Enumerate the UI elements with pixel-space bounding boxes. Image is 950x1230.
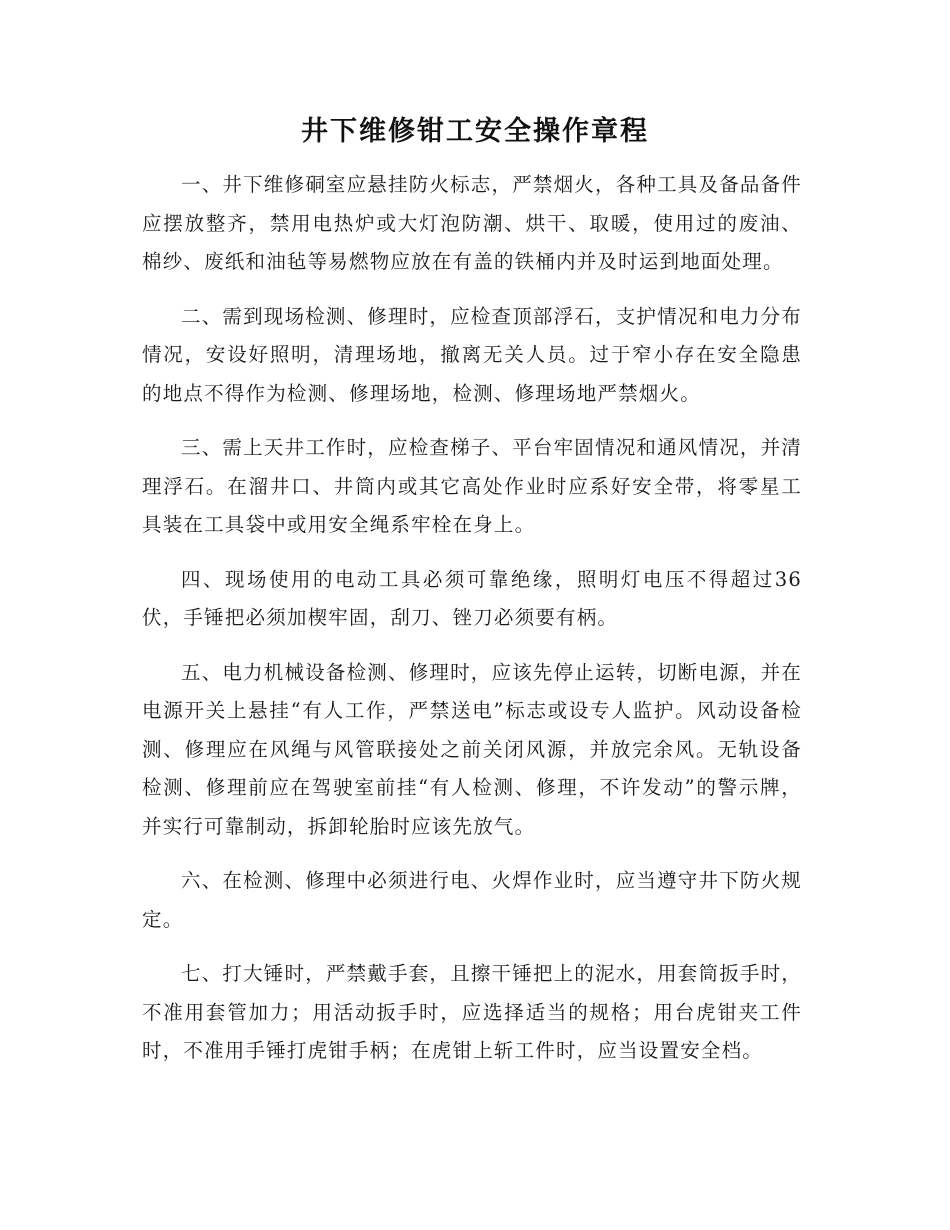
document-body xyxy=(142,166,802,1087)
paragraph-1: 一、井下维修硐室应悬挂防火标志，严禁烟火，各种工具及备品备件应摆放整齐，禁用电热炉或大灯泡防潮、烘干、取暖，使用过的废油、棉纱、废纸和油毡等易燃物应放在有盖的铁桶内并及时运到地面处理。 xyxy=(142,173,803,273)
paragraph-7: 七、打大锤时，严禁戴手套，且擦干锤把上的泥水，用套筒扳手时，不准用套管加力；用活动扳手时，应选择适当的规格；用台虎钳夹工件时，不准用手锤打虎钳手柄；在虎钳上斩工件时，应当设置安全档。 xyxy=(142,962,803,1062)
page-title: 井下维修钳工安全操作章程 xyxy=(301,116,649,147)
paragraph-2: 二、需到现场检测、修理时，应检查顶部浮石，支护情况和电力分布情况，安设好照明，清理场地，撤离无关人员。过于窄小存在安全隐患的地点不得作为检测、修理场地，检测、修理场地严禁烟火。 xyxy=(142,304,803,405)
paragraph-3: 三、需上天井工作时，应检查梯子、平台牢固情况和通风情况，并清理浮石。在溜井口、井筒内或其它高处作业时应系好安全带，将零星工具装在工具袋中或用安全绳系牢栓在身上。 xyxy=(142,436,803,536)
paragraph-5: 五、电力机械设备检测、修理时，应该先停止运转，切断电源，并在电源开关上悬挂“有人工作，严禁送电”标志或设专人监护。风动设备检测、修理应在风绳与风管联接处之前关闭风源，并放完余风。无轨设备检测、修理前应在驾驶室前挂“有人检测、修理，不许发动”的警示牌，并实行可靠制动，拆卸轮胎时应该先放气。 xyxy=(142,660,803,838)
paragraph-4: 四、现场使用的电动工具必须可靠绝缘，照明灯电压不得超过36伏，手锤把必须加楔牢固，刮刀、锉刀必须要有柄。 xyxy=(142,567,802,629)
paragraph-6: 六、在检测、修理中必须进行电、火焊作业时，应当遵守井下防火规定。 xyxy=(142,869,803,931)
